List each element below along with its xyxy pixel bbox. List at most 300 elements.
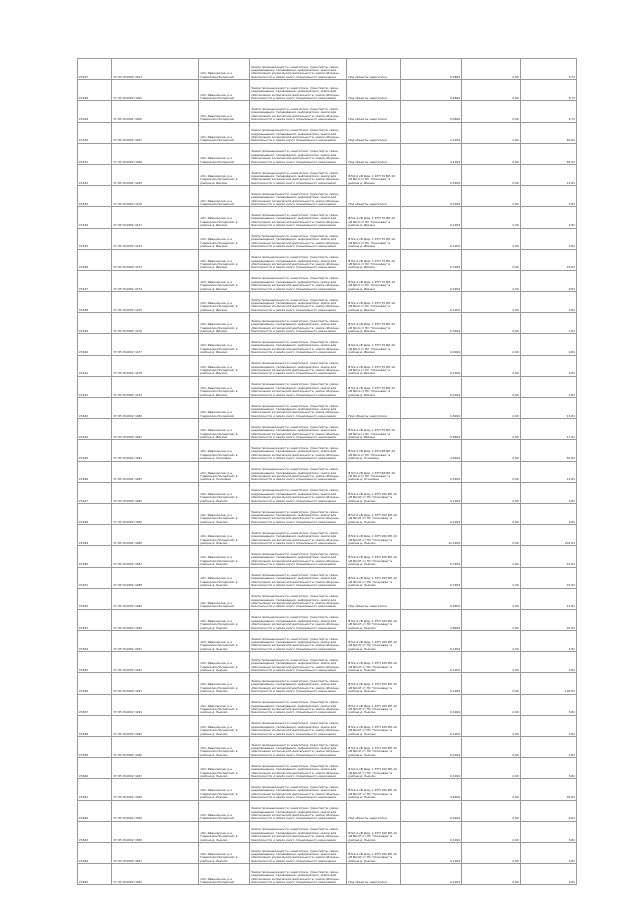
row-id: У1648	[78, 503, 112, 524]
table-row	[78, 249, 577, 270]
table-row	[78, 461, 577, 482]
table-row	[78, 270, 577, 291]
tax-amount: 3,81	[520, 631, 576, 652]
location: обл. Ивановская, р-н Гаврилово-Посадский, в районе д. Лыково	[199, 546, 250, 567]
land-category: Земли промышленности, энергетики, транспорта, связи, радиовещания, телевидения, информатики, земли для обеспечения космической деятельности, земли обороны, безопасности и земли иного специального назначения	[250, 461, 347, 482]
location: обл. Ивановская, р-н Гаврилово-Посадский, в районе д. Лыково	[199, 715, 250, 736]
tax-amount: 3,81	[520, 355, 576, 376]
permitted-use: ВЛ-0,4 кВ фид. 1 КТП 70 ВЛ-10 кВ №14 от ПС "Осиновец" в районе д. Ивкино	[347, 207, 401, 228]
tax-rate: 2,00	[462, 228, 521, 249]
land-category: Земли промышленности, энергетики, транспорта, связи, радиовещания, телевидения, информатики, земли для обеспечения космической деятельности, земли обороны, безопасности и земли иного специального назначения	[250, 652, 347, 673]
tax-amount: 9,81	[520, 270, 576, 291]
permitted-use: ВЛ-0,4 кВ фид. 1 КТП 70 ВЛ-10 кВ №14 от ПС "Осиновец" в районе д. Ивкино	[347, 249, 401, 270]
tax-rate: 2,00	[462, 652, 521, 673]
location: обл. Ивановская, р-н Гаврилово-Посадский, в районе д. Лыково	[199, 631, 250, 652]
tax-amount: 17,81	[520, 419, 576, 440]
row-id: У1663	[78, 821, 112, 842]
cadastral-number: 37:05:011092:1468	[112, 143, 199, 164]
cadastral-number: 37:05:011092:1494	[112, 694, 199, 715]
table-row	[78, 186, 577, 207]
tax-rate: 2,00	[462, 186, 521, 207]
permitted-use: Под объекты энергетики	[347, 101, 401, 122]
land-category: Земли промышленности, энергетики, транспорта, связи, радиовещания, телевидения, информатики, земли для обеспечения космической деятельности, земли обороны, безопасности и земли иного специального назначения	[250, 164, 347, 185]
permitted-use: Под объекты энергетики	[347, 398, 401, 419]
tax-rate: 2,00	[462, 842, 521, 863]
tax-amount: 11,81	[520, 461, 576, 482]
cadastral-number: 37:05:011092:1501	[112, 842, 199, 863]
row-id: У1652	[78, 588, 112, 609]
permitted-use: ВЛ-0,4 кВ фид. 1 КТП 100 ВЛ-10 кВ №147 от ПС "Осиновец" в районе д. Лыково	[347, 821, 401, 842]
row-id: У1659	[78, 737, 112, 758]
cadastral-number: 37:05:011092:1473	[112, 249, 199, 270]
location: обл. Ивановская, р-н Гаврилово-Посадский, в районе д. Ивкино	[199, 270, 250, 291]
land-plot-table	[77, 58, 577, 885]
area-value: 0,4864	[401, 80, 462, 101]
tax-amount: 3,81	[520, 482, 576, 503]
cadastral-number: 37:05:011092:1499	[112, 800, 199, 821]
land-category: Земли промышленности, энергетики, транспорта, связи, радиовещания, телевидения, информатики, земли для обеспечения космической деятельности, земли обороны, безопасности и земли иного специального назначения	[250, 80, 347, 101]
tax-amount: 243,81	[520, 525, 576, 546]
permitted-use: ВЛ-0,4 кВ фид. 1 КТП 100 ВЛ-10 кВ №147 от ПС "Осиновец" в районе д. Лыково	[347, 525, 401, 546]
location: обл. Ивановская, р-н Гаврилово-Посадский, в районе д. Лыково	[199, 652, 250, 673]
land-category: Земли промышленности, энергетики, транспорта, связи, радиовещания, телевидения, информатики, земли для обеспечения космической деятельности, земли обороны, безопасности и земли иного специального назначения	[250, 419, 347, 440]
tax-amount: 15,81	[520, 567, 576, 588]
permitted-use: ВЛ-0,4 кВ фид. 1 КТП 100 ВЛ-10 кВ №147 от ПС "Осиновец" в районе д. Лыково	[347, 779, 401, 800]
tax-rate: 2,00	[462, 800, 521, 821]
land-category: Земли промышленности, энергетики, транспорта, связи, радиовещания, телевидения, информатики, земли для обеспечения космической деятельности, земли обороны, безопасности и земли иного специального назначения	[250, 588, 347, 609]
table-row	[78, 101, 577, 122]
cadastral-number: 37:05:011092:1492	[112, 652, 199, 673]
tax-rate: 2,00	[462, 609, 521, 630]
tax-rate: 2,00	[462, 779, 521, 800]
land-category: Земли промышленности, энергетики, транспорта, связи, радиовещания, телевидения, информатики, земли для обеспечения космической деятельности, земли обороны, безопасности и земли иного специального назначения	[250, 355, 347, 376]
tax-rate: 2,00	[462, 249, 521, 270]
location: обл. Ивановская, р-н Гаврилово-Посадский, в районе д. Ивкино	[199, 207, 250, 228]
cadastral-number: 37:05:011092:1466	[112, 101, 199, 122]
location: обл. Ивановская, р-н Гаврилово-Посадский, в районе д. Осиновец	[199, 440, 250, 461]
cadastral-number: 37:05:011092:1500	[112, 821, 199, 842]
table-row	[78, 609, 577, 630]
tax-rate: 2,00	[462, 503, 521, 524]
land-category: Земли промышленности, энергетики, транспорта, связи, радиовещания, телевидения, информатики, земли для обеспечения космической деятельности, земли обороны, безопасности и земли иного специального назначения	[250, 694, 347, 715]
permitted-use: ВЛ-0,4 кВ фид. 1 КТП 100 ВЛ-10 кВ №147 от ПС "Осиновец" в районе д. Лыково	[347, 567, 401, 588]
location: обл. Ивановская, р-н Гаврилово-Посадский, в районе д. Лыково	[199, 758, 250, 779]
tax-amount: 3,81	[520, 228, 576, 249]
land-category: Земли промышленности, энергетики, транспорта, связи, радиовещания, телевидения, информатики, земли для обеспечения космической деятельности, земли обороны, безопасности и земли иного специального назначения	[250, 842, 347, 863]
cadastral-number: 37:05:011092:1464	[112, 59, 199, 80]
row-id: У1646	[78, 461, 112, 482]
tax-rate: 2,00	[462, 398, 521, 419]
permitted-use: Под объекты энергетики	[347, 186, 401, 207]
land-category: Земли промышленности, энергетики, транспорта, связи, радиовещания, телевидения, информатики, земли для обеспечения космической деятельности, земли обороны, безопасности и земли иного специального назначения	[250, 101, 347, 122]
area-value: 0,4904	[401, 800, 462, 821]
row-id: У1633	[78, 186, 112, 207]
location: обл. Ивановская, р-н Гаврилово-Посадский, в районе д. Ивкино	[199, 334, 250, 355]
table-row	[78, 164, 577, 185]
cadastral-number: 37:05:011092:1484	[112, 482, 199, 503]
location: обл. Ивановская, р-н Гаврилово-Посадский, в районе д. Лыково	[199, 567, 250, 588]
permitted-use: ВЛ-0,4 кВ фид. 1 КТП 100 ВЛ-10 кВ №147 от ПС "Осиновец" в районе д. Лыково	[347, 652, 401, 673]
location: обл. Ивановская, р-н Гаврилово-Посадский, в районе д. Лыково	[199, 737, 250, 758]
tax-amount: 63,81	[520, 122, 576, 143]
row-id: У1642	[78, 376, 112, 397]
land-category: Земли промышленности, энергетики, транспорта, связи, радиовещания, телевидения, информатики, земли для обеспечения космической деятельности, земли обороны, безопасности и земли иного специального назначения	[250, 292, 347, 313]
land-category: Земли промышленности, энергетики, транспорта, связи, радиовещания, телевидения, информатики, земли для обеспечения космической деятельности, земли обороны, безопасности и земли иного специального назначения	[250, 821, 347, 842]
cadastral-number: 37:05:011092:1465	[112, 80, 199, 101]
cadastral-number: 37:05:011092:1483	[112, 461, 199, 482]
tax-amount: 3,81	[520, 864, 576, 885]
land-category: Земли промышленности, энергетики, транспорта, связи, радиовещания, телевидения, информатики, земли для обеспечения космической деятельности, земли обороны, безопасности и земли иного специального назначения	[250, 440, 347, 461]
permitted-use: ВЛ-0,4 кВ фид. 1 КТП 70 ВЛ-10 кВ №14 от ПС "Осиновец" в районе д. Ивкино	[347, 419, 401, 440]
cadastral-number: 37:05:011092:1478	[112, 355, 199, 376]
tax-rate: 2,00	[462, 270, 521, 291]
tax-amount: 3,81	[520, 737, 576, 758]
row-id: У1639	[78, 313, 112, 334]
tax-rate: 2,00	[462, 143, 521, 164]
tax-rate: 2,00	[462, 164, 521, 185]
permitted-use: ВЛ-0,4 кВ фид. 1 КТП 70 ВЛ-10 кВ №14 от ПС "Осиновец" в районе д. Ивкино	[347, 376, 401, 397]
cadastral-number: 37:05:011092:1480	[112, 398, 199, 419]
table-body	[78, 59, 577, 885]
land-category: Земли промышленности, энергетики, транспорта, связи, радиовещания, телевидения, информатики, земли для обеспечения космической деятельности, земли обороны, безопасности и земли иного специального назначения	[250, 376, 347, 397]
area-value: 0,5904	[401, 461, 462, 482]
area-value: 0,1904	[401, 207, 462, 228]
land-category: Земли промышленности, энергетики, транспорта, связи, радиовещания, телевидения, информатики, земли для обеспечения космической деятельности, земли обороны, безопасности и земли иного специального назначения	[250, 143, 347, 164]
cadastral-number: 37:05:011092:1470	[112, 186, 199, 207]
cadastral-number: 37:05:011092:1485	[112, 503, 199, 524]
permitted-use: ВЛ-0,4 кВ фид. 1 КТП 100 ВЛ-10 кВ №147 от ПС "Осиновец" в районе д. Лыково	[347, 842, 401, 863]
land-category: Земли промышленности, энергетики, транспорта, связи, радиовещания, телевидения, информатики, земли для обеспечения космической деятельности, земли обороны, безопасности и земли иного специального назначения	[250, 864, 347, 885]
land-category: Земли промышленности, энергетики, транспорта, связи, радиовещания, телевидения, информатики, земли для обеспечения космической деятельности, земли обороны, безопасности и земли иного специального назначения	[250, 631, 347, 652]
table-row	[78, 842, 577, 863]
tax-amount: 83,81	[520, 143, 576, 164]
row-id: У1645	[78, 440, 112, 461]
tax-amount: 13,81	[520, 588, 576, 609]
tax-rate: 2,00	[462, 525, 521, 546]
location: обл. Ивановская, р-н Гаврилово-Посадский, в районе д. Осиновец	[199, 461, 250, 482]
row-id: У1662	[78, 800, 112, 821]
area-value: 0,3904	[401, 313, 462, 334]
location: обл. Ивановская, р-н Гаврилово-Посадский, в районе д. Ивкино	[199, 376, 250, 397]
table-row	[78, 313, 577, 334]
permitted-use: ВЛ-0,4 кВ фид. 1 КТП 100 ВЛ-10 кВ №147 от ПС "Осиновец" в районе д. Лыково	[347, 482, 401, 503]
area-value: 0,1904	[401, 694, 462, 715]
tax-rate: 2,00	[462, 546, 521, 567]
location: обл. Ивановская, р-н Гаврилово-Посадский, в районе д. Ивкино	[199, 355, 250, 376]
tax-amount: 7,81	[520, 313, 576, 334]
land-category: Земли промышленности, энергетики, транспорта, связи, радиовещания, телевидения, информатики, земли для обеспечения космической деятельности, земли обороны, безопасности и земли иного специального назначения	[250, 546, 347, 567]
permitted-use: ВЛ-0,4 кВ фид. 1 КТП 100 ВЛ-10 кВ №147 от ПС "Осиновец" в районе д. Лыково	[347, 737, 401, 758]
tax-rate: 2,00	[462, 673, 521, 694]
location: обл. Ивановская, р-н Гаврилово-Посадский, в районе д. Ивкино	[199, 292, 250, 313]
area-value: 5,1904	[401, 673, 462, 694]
row-id: У1630	[78, 122, 112, 143]
land-category: Земли промышленности, энергетики, транспорта, связи, радиовещания, телевидения, информатики, земли для обеспечения космической деятельности, земли обороны, безопасности и земли иного специального назначения	[250, 758, 347, 779]
location: обл. Ивановская, р-н Гаврилово-Посадский, в районе д. Лыково	[199, 694, 250, 715]
row-id: У1634	[78, 207, 112, 228]
row-id: У1641	[78, 355, 112, 376]
table-row	[78, 546, 577, 567]
tax-rate: 2,00	[462, 440, 521, 461]
cadastral-number: 37:05:011092:1488	[112, 567, 199, 588]
location: обл. Ивановская, р-н Гаврилово-Посадский	[199, 122, 250, 143]
cadastral-number: 37:05:011092:1467	[112, 122, 199, 143]
row-id: У1631	[78, 143, 112, 164]
area-value: 12,1904	[401, 525, 462, 546]
row-id: У1651	[78, 567, 112, 588]
land-category: Земли промышленности, энергетики, транспорта, связи, радиовещания, телевидения, информатики, земли для обеспечения космической деятельности, земли обороны, безопасности и земли иного специального назначения	[250, 737, 347, 758]
location: обл. Ивановская, р-н Гаврилово-Посадский, в районе д. Лыково	[199, 779, 250, 800]
table-row	[78, 779, 577, 800]
row-id: У1656	[78, 673, 112, 694]
cadastral-number: 37:05:011092:1481	[112, 419, 199, 440]
area-value: 0,1904	[401, 821, 462, 842]
land-category: Земли промышленности, энергетики, транспорта, связи, радиовещания, телевидения, информатики, земли для обеспечения космической деятельности, земли обороны, безопасности и земли иного специального назначения	[250, 59, 347, 80]
row-id: У1661	[78, 779, 112, 800]
tax-amount: 3,81	[520, 207, 576, 228]
area-value: 0,1904	[401, 715, 462, 736]
land-category: Земли промышленности, энергетики, транспорта, связи, радиовещания, телевидения, информатики, земли для обеспечения космической деятельности, земли обороны, безопасности и земли иного специального назначения	[250, 207, 347, 228]
tax-rate: 2,00	[462, 419, 521, 440]
permitted-use: Под объекты энергетики	[347, 143, 401, 164]
tax-rate: 2,00	[462, 567, 521, 588]
permitted-use: ВЛ-0,4 кВ фид. 1 КТП 100 ВЛ-10 кВ №147 от ПС "Осиновец" в районе д. Лыково	[347, 609, 401, 630]
row-id: У1628	[78, 80, 112, 101]
cadastral-number: 37:05:011092:1490	[112, 609, 199, 630]
row-id: У1644	[78, 419, 112, 440]
permitted-use: ВЛ-0,4 кВ фид. 1 КТП 100 ВЛ-10 кВ №147 от ПС "Осиновец" в районе д. Лыково	[347, 715, 401, 736]
row-id: У1650	[78, 546, 112, 567]
row-id: У1638	[78, 292, 112, 313]
permitted-use: Под объекты энергетики	[347, 59, 401, 80]
location: обл. Ивановская, р-н Гаврилово-Посадский	[199, 59, 250, 80]
cadastral-number: 37:05:011092:1477	[112, 334, 199, 355]
tax-amount: 3,81	[520, 503, 576, 524]
row-id: У1649	[78, 525, 112, 546]
area-value: 4,8904	[401, 609, 462, 630]
permitted-use: Под объекты энергетики	[347, 864, 401, 885]
location: обл. Ивановская, р-н Гаврилово-Посадский	[199, 588, 250, 609]
area-value: 0,7904	[401, 546, 462, 567]
permitted-use: Под объекты энергетики	[347, 800, 401, 821]
area-value: 0,1904	[401, 631, 462, 652]
location: обл. Ивановская, р-н Гаврилово-Посадский, в районе д. Ивкино	[199, 164, 250, 185]
location: обл. Ивановская, р-н Гаврилово-Посадский	[199, 864, 250, 885]
permitted-use: ВЛ-0,4 кВ фид. 1 КТП 68 ВЛ-10 кВ №14 от ПС "Осиновец" в районе д. Осиновец	[347, 440, 401, 461]
area-value: 3,1904	[401, 122, 462, 143]
table-row	[78, 503, 577, 524]
land-category: Земли промышленности, энергетики, транспорта, связи, радиовещания, телевидения, информатики, земли для обеспечения космической деятельности, земли обороны, безопасности и земли иного специального назначения	[250, 482, 347, 503]
tax-amount: 3,81	[520, 186, 576, 207]
cadastral-number: 37:05:011092:1486	[112, 525, 199, 546]
cadastral-number: 37:05:011092:1489	[112, 588, 199, 609]
cadastral-number: 37:05:011092:1482	[112, 440, 199, 461]
area-value: 0,1904	[401, 186, 462, 207]
tax-rate: 2,00	[462, 376, 521, 397]
table-row	[78, 588, 577, 609]
location: обл. Ивановская, р-н Гаврилово-Посадский, в районе д. Лыково	[199, 503, 250, 524]
land-category: Земли промышленности, энергетики, транспорта, связи, радиовещания, телевидения, информатики, земли для обеспечения космической деятельности, земли обороны, безопасности и земли иного специального назначения	[250, 673, 347, 694]
row-id: У1654	[78, 631, 112, 652]
table-row	[78, 864, 577, 885]
area-value: 0,1904	[401, 737, 462, 758]
row-id: У1640	[78, 334, 112, 355]
cadastral-number: 37:05:011092:1497	[112, 758, 199, 779]
area-value: 0,1904	[401, 842, 462, 863]
location: обл. Ивановская, р-н Гаврилово-Посадский	[199, 80, 250, 101]
table-row	[78, 694, 577, 715]
permitted-use: ВЛ-0,4 кВ фид. 1 КТП 70 ВЛ-10 кВ №14 от ПС "Осиновец" в районе д. Ивкино	[347, 292, 401, 313]
area-value: 4,1904	[401, 143, 462, 164]
permitted-use: ВЛ-0,4 кВ фид. 1 КТП 100 ВЛ-10 кВ №147 от ПС "Осиновец" в районе д. Лыково	[347, 546, 401, 567]
location: обл. Ивановская, р-н Гаврилово-Посадский, в районе д. Лыково	[199, 821, 250, 842]
permitted-use: ВЛ-0,4 кВ фид. 1 КТП 70 ВЛ-10 кВ №14 от ПС "Осиновец" в районе д. Ивкино	[347, 228, 401, 249]
tax-rate: 2,00	[462, 588, 521, 609]
tax-rate: 2,00	[462, 292, 521, 313]
permitted-use: ВЛ-0,4 кВ фид. 1 КТП 70 ВЛ-10 кВ №14 от ПС "Осиновец" в районе д. Ивкино	[347, 355, 401, 376]
area-value: 0,1904	[401, 482, 462, 503]
cadastral-number: 37:05:011092:1475	[112, 292, 199, 313]
tax-amount: 9,73	[520, 59, 576, 80]
tax-amount: 3,81	[520, 694, 576, 715]
table-row	[78, 631, 577, 652]
location: обл. Ивановская, р-н Гаврилово-Посадский	[199, 101, 250, 122]
table-row	[78, 398, 577, 419]
tax-rate: 2,00	[462, 101, 521, 122]
location: обл. Ивановская, р-н Гаврилово-Посадский, в районе д. Ивкино	[199, 419, 250, 440]
row-id: У1643	[78, 398, 112, 419]
area-value: 0,1904	[401, 758, 462, 779]
tax-rate: 2,00	[462, 821, 521, 842]
area-value: 0,4904	[401, 270, 462, 291]
location: обл. Ивановская, р-н Гаврилово-Посадский	[199, 143, 250, 164]
cadastral-number: 37:05:011092:1487	[112, 546, 199, 567]
location: обл. Ивановская, р-н Гаврилово-Посадский, в районе д. Лыково	[199, 482, 250, 503]
permitted-use: Под объекты энергетики	[347, 588, 401, 609]
area-value: 0,1904	[401, 292, 462, 313]
area-value: 0,4864	[401, 101, 462, 122]
land-category: Земли промышленности, энергетики, транспорта, связи, радиовещания, телевидения, информатики, земли для обеспечения космической деятельности, земли обороны, безопасности и земли иного специального назначения	[250, 334, 347, 355]
area-value: 0,7904	[401, 567, 462, 588]
tax-amount: 81,81	[520, 440, 576, 461]
permitted-use: ВЛ-0,4 кВ фид. 1 КТП 70 ВЛ-10 кВ №14 от ПС "Осиновец" в районе д. Ивкино	[347, 334, 401, 355]
table-row	[78, 376, 577, 397]
table-row	[78, 800, 577, 821]
area-value: 4,6904	[401, 779, 462, 800]
location: обл. Ивановская, р-н Гаврилово-Посадский, в районе д. Лыково	[199, 842, 250, 863]
permitted-use: ВЛ-0,4 кВ фид. 1 КТП 100 ВЛ-10 кВ №147 от ПС "Осиновец" в районе д. Лыково	[347, 503, 401, 524]
permitted-use: ВЛ-0,4 кВ фид. 1 КТП 68 ВЛ-10 кВ №14 от ПС "Осиновец" в районе д. Осиновец	[347, 461, 401, 482]
table-row	[78, 758, 577, 779]
cadastral-number: 37:05:011092:1469	[112, 164, 199, 185]
tax-amount: 9,73	[520, 80, 576, 101]
cadastral-number: 37:05:011092:1495	[112, 715, 199, 736]
row-id: У1653	[78, 609, 112, 630]
land-category: Земли промышленности, энергетики, транспорта, связи, радиовещания, телевидения, информатики, земли для обеспечения космической деятельности, земли обороны, безопасности и земли иного специального назначения	[250, 313, 347, 334]
area-value: 0,5904	[401, 164, 462, 185]
land-category: Земли промышленности, энергетики, транспорта, связи, радиовещания, телевидения, информатики, земли для обеспечения космической деятельности, земли обороны, безопасности и земли иного специального назначения	[250, 270, 347, 291]
permitted-use: ВЛ-0,4 кВ фид. 1 КТП 100 ВЛ-10 кВ №147 от ПС "Осиновец" в районе д. Лыково	[347, 758, 401, 779]
tax-rate: 2,00	[462, 482, 521, 503]
tax-rate: 2,00	[462, 59, 521, 80]
table-row	[78, 737, 577, 758]
tax-amount: 9,73	[520, 101, 576, 122]
row-id: У1657	[78, 694, 112, 715]
tax-rate: 2,00	[462, 737, 521, 758]
area-value: 0,1904	[401, 228, 462, 249]
cadastral-number: 37:05:011092:1493	[112, 673, 199, 694]
table-row	[78, 440, 577, 461]
area-value: 0,6904	[401, 588, 462, 609]
row-id: У1635	[78, 228, 112, 249]
table-row	[78, 143, 577, 164]
cadastral-number: 37:05:011092:1474	[112, 270, 199, 291]
area-value: 4,0904	[401, 440, 462, 461]
permitted-use: ВЛ-0,4 кВ фид. 1 КТП 100 ВЛ-10 кВ №147 от ПС "Осиновец" в районе д. Лыково	[347, 673, 401, 694]
row-id: У1627	[78, 59, 112, 80]
row-id: У1655	[78, 652, 112, 673]
tax-amount: 3,81	[520, 842, 576, 863]
land-category: Земли промышленности, энергетики, транспорта, связи, радиовещания, телевидения, информатики, земли для обеспечения космической деятельности, земли обороны, безопасности и земли иного специального назначения	[250, 503, 347, 524]
tax-amount: 9,81	[520, 334, 576, 355]
row-id: У1637	[78, 270, 112, 291]
cadastral-number: 37:05:011092:1472	[112, 228, 199, 249]
land-category: Земли промышленности, энергетики, транспорта, связи, радиовещания, телевидения, информатики, земли для обеспечения космической деятельности, земли обороны, безопасности и земли иного специального назначения	[250, 715, 347, 736]
table-row	[78, 80, 577, 101]
tax-amount: 3,81	[520, 376, 576, 397]
location: обл. Ивановская, р-н Гаврилово-Посадский, в районе д. Лыково	[199, 673, 250, 694]
land-category: Земли промышленности, энергетики, транспорта, связи, радиовещания, телевидения, информатики, земли для обеспечения космической деятельности, земли обороны, безопасности и земли иного специального назначения	[250, 525, 347, 546]
area-value: 0,4864	[401, 59, 462, 80]
tax-rate: 2,00	[462, 864, 521, 885]
area-value: 0,1904	[401, 355, 462, 376]
tax-amount: 11,81	[520, 164, 576, 185]
table-row	[78, 821, 577, 842]
tax-rate: 2,00	[462, 207, 521, 228]
land-category: Земли промышленности, энергетики, транспорта, связи, радиовещания, телевидения, информатики, земли для обеспечения космической деятельности, земли обороны, безопасности и земли иного специального назначения	[250, 249, 347, 270]
location: обл. Ивановская, р-н Гаврилово-Посадский, в районе д. Ивкино	[199, 313, 250, 334]
table-row	[78, 59, 577, 80]
tax-amount: 13,81	[520, 398, 576, 419]
tax-amount: 15,81	[520, 546, 576, 567]
row-id: У1636	[78, 249, 112, 270]
tax-amount: 97,81	[520, 609, 576, 630]
table-row	[78, 292, 577, 313]
area-value: 0,1904	[401, 376, 462, 397]
row-id: У1658	[78, 715, 112, 736]
table-row	[78, 673, 577, 694]
tax-amount: 15,81	[520, 249, 576, 270]
land-category: Земли промышленности, энергетики, транспорта, связи, радиовещания, телевидения, информатики, земли для обеспечения космической деятельности, земли обороны, безопасности и земли иного специального назначения	[250, 186, 347, 207]
tax-rate: 2,00	[462, 313, 521, 334]
tax-amount: 103,81	[520, 673, 576, 694]
cadastral-number: 37:05:011092:1479	[112, 376, 199, 397]
permitted-use: ВЛ-0,4 кВ фид. 1 КТП 70 ВЛ-10 кВ №14 от ПС "Осиновец" в районе д. Ивкино	[347, 313, 401, 334]
row-id: У1665	[78, 864, 112, 885]
row-id: У1664	[78, 842, 112, 863]
table-row	[78, 122, 577, 143]
permitted-use: ВЛ-0,4 кВ фид. 1 КТП 70 ВЛ-10 кВ №14 от ПС "Осиновец" в районе д. Ивкино	[347, 270, 401, 291]
table-row	[78, 567, 577, 588]
cadastral-number: 37:05:011092:1476	[112, 313, 199, 334]
tax-rate: 2,00	[462, 461, 521, 482]
permitted-use: ВЛ-0,4 кВ фид. 1 КТП 100 ВЛ-10 кВ №147 от ПС "Осиновец" в районе д. Лыково	[347, 631, 401, 652]
location: обл. Ивановская, р-н Гаврилово-Посадский, в районе д. Лыково	[199, 609, 250, 630]
location: обл. Ивановская, р-н Гаврилово-Посадский, в районе д. Ивкино	[199, 249, 250, 270]
document-page	[77, 58, 577, 885]
cadastral-number: 37:05:011092:1498	[112, 779, 199, 800]
location: обл. Ивановская, р-н Гаврилово-Посадский	[199, 186, 250, 207]
